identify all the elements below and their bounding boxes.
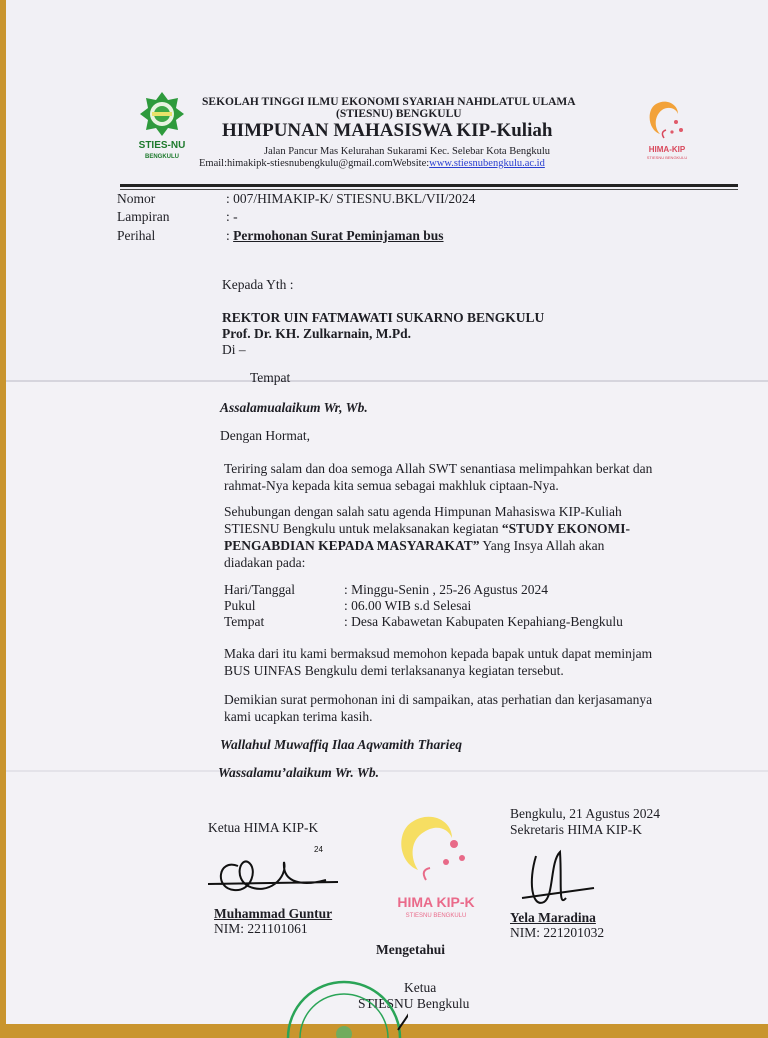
svg-text:BENGKULU: BENGKULU bbox=[145, 154, 179, 160]
paragraph-2-line: Sehubungan dengan salah satu agenda Himpunan Mahasiswa KIP-Kuliah bbox=[224, 504, 622, 519]
tempat-value: : Desa Kabawetan Kabupaten Kepahiang-Bengkulu bbox=[344, 614, 623, 629]
hima-kip-logo bbox=[642, 94, 692, 166]
institution-abbrev: (STIESNU) BENGKULU bbox=[336, 108, 462, 120]
paragraph-4-line: kami ucapkan terima kasih. bbox=[224, 709, 373, 724]
perihal-value-wrap bbox=[226, 228, 444, 244]
nomor-value: : 007/HIMAKIP-K/ STIESNU.BKL/VII/2024 bbox=[226, 191, 476, 206]
ketua-title: Ketua HIMA KIP-K bbox=[208, 820, 319, 835]
svg-text:24: 24 bbox=[314, 845, 323, 854]
paragraph-3-line: BUS UINFAS Bengkulu demi terlaksananya kegiatan tersebut. bbox=[224, 663, 564, 678]
email-text: Email:himakipk-stiesnubengkulu@gmail.comWebsite: bbox=[199, 158, 430, 169]
perihal-value: Permohonan Surat Peminjaman bus bbox=[233, 228, 444, 243]
paragraph-2-line: diadakan pada: bbox=[224, 555, 306, 570]
paragraph-4-line: Demikian surat permohonan ini di sampaikan, atas perhatian dan kerjasamanya bbox=[224, 692, 653, 707]
paragraph-2 bbox=[224, 503, 708, 571]
svg-text:STIESNU BENGKULU: STIESNU BENGKULU bbox=[405, 913, 467, 919]
svg-text:STIESNU BENGKULU: STIESNU BENGKULU bbox=[646, 155, 688, 160]
pukul-value: : 06.00 WIB s.d Selesai bbox=[344, 598, 472, 613]
perihal-label: Perihal bbox=[117, 228, 156, 243]
institution-name: SEKOLAH TINGGI ILMU EKONOMI SYARIAH NAHDLATUL ULAMA bbox=[202, 96, 576, 108]
lampiran-label: Lampiran bbox=[117, 209, 170, 224]
closing-salam: Wassalamu’alaikum Wr. Wb. bbox=[218, 765, 380, 780]
stiesnu-stamp-icon bbox=[278, 978, 408, 1038]
ketua-signature-icon bbox=[208, 838, 348, 906]
sekretaris-name: Yela Maradina bbox=[510, 910, 596, 925]
nomor-label: Nomor bbox=[117, 191, 156, 206]
recipient-name: REKTOR UIN FATMAWATI SUKARNO BENGKULU bbox=[222, 310, 545, 325]
event-title-part2: PENGABDIAN KEPADA MASYARAKAT” bbox=[224, 538, 480, 553]
svg-text:STIES-NU: STIES-NU bbox=[138, 140, 186, 151]
letterhead-contact bbox=[199, 158, 545, 169]
ketua2-org: STIESNU Bengkulu bbox=[358, 996, 470, 1011]
letterhead-rule bbox=[120, 184, 738, 187]
kepada-label: Kepada Yth : bbox=[222, 277, 294, 292]
paper-fold-line bbox=[6, 380, 768, 382]
perihal-colon: : bbox=[226, 228, 234, 243]
letterhead-rule-thin bbox=[120, 189, 738, 190]
paragraph-3 bbox=[224, 645, 708, 679]
sekretaris-nim: NIM: 221201032 bbox=[510, 925, 605, 940]
website-link[interactable]: www.stiesnubengkulu.ac.id bbox=[429, 158, 545, 169]
event-title-part1: “STUDY EKONOMI- bbox=[501, 521, 630, 536]
paragraph-4 bbox=[224, 691, 708, 725]
sties-nu-logo bbox=[132, 88, 194, 164]
letterhead-title: HIMPUNAN MAHASISWA KIP-Kuliah bbox=[222, 120, 553, 141]
paragraph-2-line bbox=[224, 537, 708, 554]
paragraph-2-text: STIESNU Bengkulu untuk melaksanakan kegiatan bbox=[224, 521, 502, 536]
recipient-tempat: Tempat bbox=[250, 370, 291, 385]
greeting: Assalamualaikum Wr, Wb. bbox=[220, 400, 368, 415]
letterhead-address: Jalan Pancur Mas Kelurahan Sukarami Kec. Selebar Kota Bengkulu bbox=[264, 146, 551, 157]
paragraph-3-line: Maka dari itu kami bermaksud memohon kepada bapak untuk dapat meminjam bbox=[224, 646, 653, 661]
paragraph-1 bbox=[224, 460, 708, 494]
pukul-label: Pukul bbox=[224, 598, 256, 613]
paragraph-1-line: rahmat-Nya kepada kita semua sebagai makhluk ciptaan-Nya. bbox=[224, 478, 559, 493]
recipient-di: Di – bbox=[222, 342, 246, 357]
paragraph-2-line bbox=[224, 520, 708, 537]
hari-value: : Minggu-Senin , 25-26 Agustus 2024 bbox=[344, 582, 549, 597]
letter-paper bbox=[6, 0, 768, 1024]
dengan-hormat: Dengan Hormat, bbox=[220, 428, 310, 443]
place-date: Bengkulu, 21 Agustus 2024 bbox=[510, 806, 661, 821]
hari-label: Hari/Tanggal bbox=[224, 582, 296, 597]
sekretaris-title: Sekretaris HIMA KIP-K bbox=[510, 822, 642, 837]
svg-text:HIMA-KIP: HIMA-KIP bbox=[648, 145, 686, 154]
tempat-label: Tempat bbox=[224, 614, 265, 629]
paragraph-1-line: Teriring salam dan doa semoga Allah SWT senantiasa melimpahkan berkat dan bbox=[224, 461, 653, 476]
lampiran-value: : - bbox=[226, 209, 238, 224]
hima-kip-stamp-icon bbox=[382, 800, 492, 920]
ketua-name: Muhammad Guntur bbox=[214, 906, 333, 921]
ketua2-title: Ketua bbox=[404, 980, 437, 995]
paper-fold-line bbox=[6, 770, 768, 772]
paragraph-2-text: Yang Insya Allah akan bbox=[479, 538, 605, 553]
ketua-nim: NIM: 221101061 bbox=[214, 921, 308, 936]
recipient-person: Prof. Dr. KH. Zulkarnain, M.Pd. bbox=[222, 326, 412, 341]
mengetahui-label: Mengetahui bbox=[376, 942, 445, 957]
svg-text:HIMA KIP-K: HIMA KIP-K bbox=[397, 894, 475, 910]
closing-prayer: Wallahul Muwaffiq Ilaa Aqwamith Tharieq bbox=[220, 737, 463, 752]
